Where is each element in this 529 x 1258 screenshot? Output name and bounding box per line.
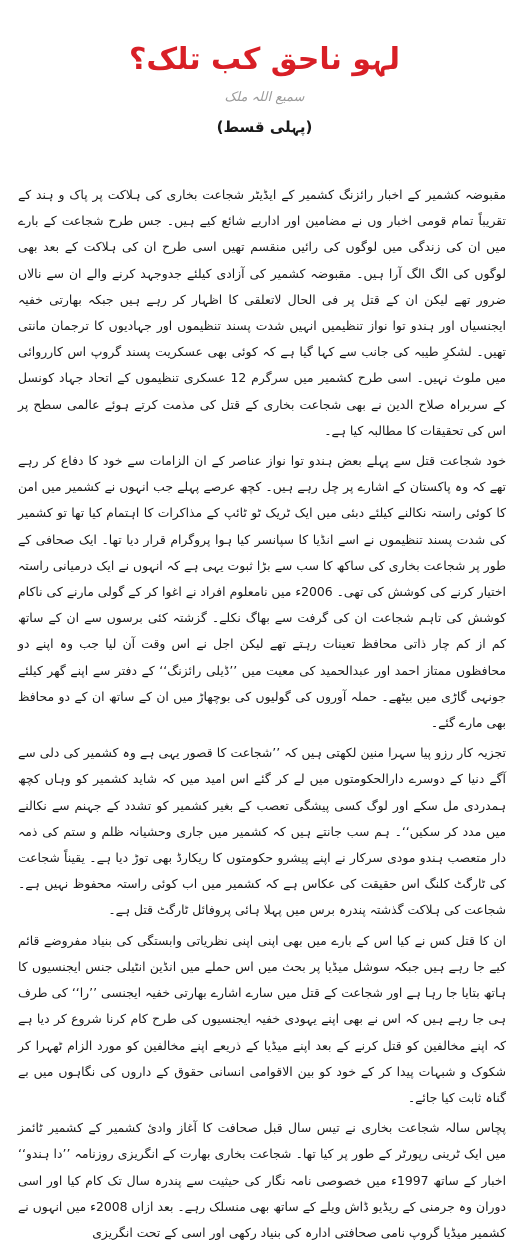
author-byline: سمیع اللہ ملک (224, 90, 305, 105)
paragraph: پچاس سالہ شجاعت بخاری نے تیس سال قبل صحافت کا آغاز وادیٔ کشمیر کے کشمیر ٹائمز میں ایک ٹرینی رپورٹر کے طور پر کیا تھا۔ شجاعت بخاری بھارت کے انگریزی روزنامہ ’’دا ہندو‘‘ اخبار کے ساتھ 1997ء میں خصوصی نامہ نگار کی حیثیت سے پندرہ سال تک کام کیا اور اسی دوران وہ جرمنی کے ریڈیو ڈاش ویلے کے ساتھ بھی منسلک رہے۔ بعد ازاں 2008ء میں انہوں نے کشمیر میڈیا گروپ نامی صحافتی ادارہ کی بنیاد رکھی اور اسی کے تحت انگریزی (18, 1120, 507, 1240)
paragraph: تجزیہ کار رزو پیا سہرا منین لکھتی ہیں کہ ’’شجاعت کا قصور یہی ہے وہ کشمیر کی دلی سے آگے دنیا کے دوسرے دارالحکومتوں میں لے کر گئے اس امید میں کہ شاید کشمیر کو وہاں کچھ ہمدردی مل سکے اور لوگ کسی پیشگی تعصب کے بغیر کشمیر کو تشدد کے جہنم سے نکالنے میں مدد کر سکیں‘‘۔ ہم سب جانتے ہیں کہ کشمیر میں جاری وحشیانہ ظلم و ستم کی ذمہ دار متعصب ہندو مودی سرکار نے اپنے پیشرو حکومتوں کا ریکارڈ بھی توڑ دیا ہے۔ یقیناً شجاعت کی ٹارگٹ کلنگ اس حقیقت کی عکاس ہے کہ کشمیر میں اب کوئی راستہ محفوظ نہیں ہے۔ شجاعت کی ہلاکت گذشتہ پندرہ برس میں پہلا ہائی پروفائل ٹارگٹ قتل ہے۔ (18, 745, 506, 918)
headline: لہو ناحق کب تلک؟ (128, 42, 400, 77)
paragraph: مقبوضہ کشمیر کے اخبار رائزنگ کشمیر کے ایڈیٹر شجاعت بخاری کی ہلاکت پر پاک و ہند کے تقریباً تمام قومی اخبار وں نے مضامین اور اداریے شائع کیے ہیں۔ جس طرح شجاعت کے بارے میں ان کی زندگی میں لوگوں کی رائیں منقسم تھیں اسی طرح ان کی ہلاکت کے بعد بھی لوگوں کی الگ الگ آرا ہیں۔ مقبوضہ کشمیر کی آزادی کیلئے جدوجہد کرنے والے ان سے نالاں ضرور تھے لیکن ان کے قتل پر فی الحال لاتعلقی کا اظہار کر رہے ہیں جبکہ بھارتی خفیہ ایجنسیاں اور ہندو توا نواز تنظیمیں انہیں شدت پسند تنظیموں اور جہادیوں کا ترجمان مانتی تھیں۔ لشکرِ طیبہ کی جانب سے کہا گیا ہے کہ کوئی بھی عسکریت پسند گروپ اس کارروائی میں ملوث نہیں۔ اسی طرح کشمیر میں سرگرم 12 عسکری تنظیموں کے اتحاد جہاد کونسل کے سربراہ صلاح الدین نے بھی شجاعت بخاری کے قتل کی مذمت کرتے ہوئے عالمی سطح پر اس کی تحقیقات کا مطالبہ کیا ہے۔ (18, 187, 506, 438)
installment-label: (پہلی قسط) (216, 118, 313, 136)
article-body (18, 182, 506, 1250)
paragraph: خود شجاعت قتل سے پہلے بعض ہندو توا نواز عناصر کے ان الزامات سے خود کا دفاع کر رہے تھے کہ وہ پاکستان کے اشارے پر چل رہے ہیں۔ کچھ عرصے پہلے جب انہوں نے کشمیر میں امن کا کوئی راستہ نکالنے کیلئے دبئی میں ایک ٹریک ٹو ٹائپ کے مذاکرات کا اہتمام کیا تھا تو کشمیر کی شدت پسند تنظیموں نے اسے انڈیا کا سپانسر کیا ہوا پروگرام قرار دیا تھا۔ ایک صحافی کے طور پر شجاعت بخاری کی ساکھ کا سب سے بڑا ثبوت یہی ہے کہ انہوں نے ایک درمیانی راستہ اختیار کرنے کی کوشش کی تھی۔ 2006ء میں نامعلوم افراد نے اغوا کر کے گولی مارنے کی ناکام کوشش کی تاہم شجاعت ان کی گرفت سے بھاگ نکلے۔ گزشتہ کئی برسوں سے ان کے ساتھ کم از کم چار ذاتی محافظ تعینات رہتے تھے لیکن اجل نے اس وقت آن لیا جب وہ اپنے دو محافظوں ممتاز احمد اور عبدالحمید کی معیت میں ’’ڈیلی رائزنگ‘‘ کے دفتر سے اپنے گھر کیلئے جونہی گاڑی میں بیٹھے۔ حملہ آوروں کی گولیوں کی بوچھاڑ میں ان کے ساتھ ان کے دو محافظ بھی مارے گئے۔ (18, 453, 506, 731)
paragraph: ان کا قتل کس نے کیا اس کے بارے میں بھی اپنی اپنی نظریاتی وابستگی کی بنیاد مفروضے قائم کیے جا رہے ہیں جبکہ سوشل میڈیا پر بحث میں اس حملے میں انڈین انٹیلی جنس ایجنسیوں کا ہاتھ بتایا جا رہا ہے اور شجاعت کے قتل میں سارے اشارے بھارتی خفیہ ایجنسی ’’را‘‘ کی طرف ہی جا رہے ہیں کہ اس نے بھی اپنے یہودی خفیہ ایجنسیوں کی طرح کام کرنا شروع کر دیا ہے کہ اپنے مخالفین کو قتل کرنے کے بعد اپنے میڈیا کے ذریعے اپنے مخالفین کو مورد الزام ٹھہرا کر شکوک و شبہات پیدا کر کے خود کو بین الاقوامی انسانی حقوق کے داروں کی نگاہوں میں بے گناہ ثابت کیا جائے۔ (18, 932, 506, 1105)
